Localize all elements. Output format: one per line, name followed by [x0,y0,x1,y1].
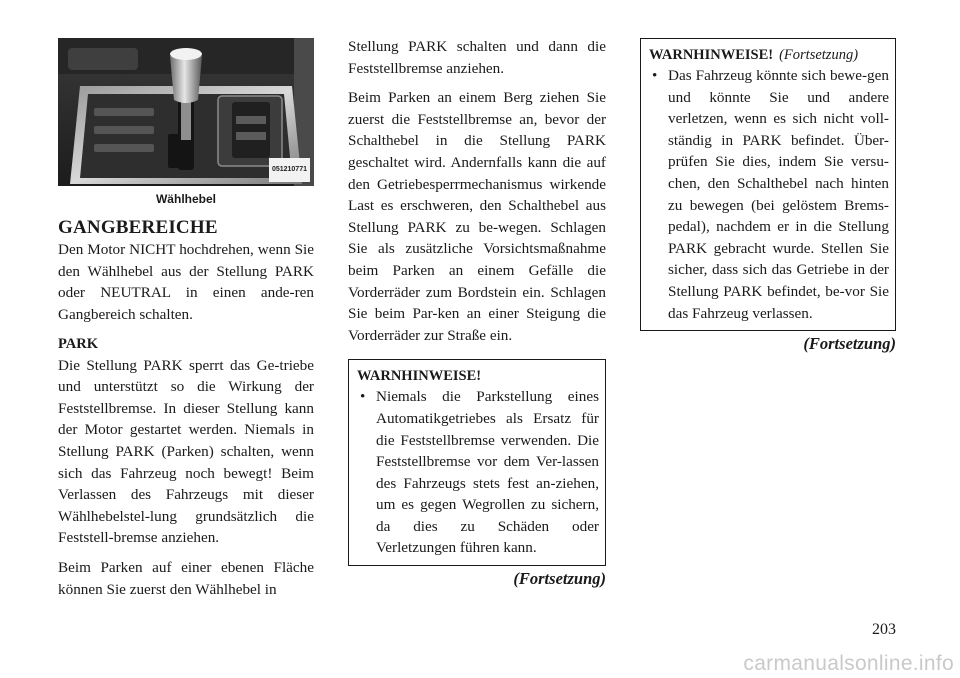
continued-label: (Fortsetzung) [513,569,606,589]
warning-title-continued [649,45,889,65]
bullet-icon: • [360,388,366,406]
warning-continued-label: (Fortsetzung) [779,47,859,63]
park-level-paragraph: Beim Parken auf einer ebenen Fläche können Sie zuerst den Wählhebel in [58,558,314,598]
park-paragraph: Die Stellung PARK sperrt das Ge-triebe und unterstützt so die Wirkung der Feststellbremse. In dieser Stellung kann der Motor gestartet werden. Niemals in Stellung PARK (Parken) schalten, wenn sich das Fahrzeug noch bewegt! Beim Verlassen des Fahrzeugs mit dieser Wählhebelstel-lung grundsätzlich die Feststell-bremse anziehen. [58,356,314,547]
warning-item-text: Niemals die Parkstellung eines Automatikgetriebes als Ersatz für die Feststellbremse verwenden. Die Feststellbremse vor dem Ver-lassen des Fahrzeugs stets fest an-ziehen, um es gegen Wegrollen zu sichern, da dies zu Schäden oder Verletzungen führen kann. [376,388,599,557]
warning-item [357,386,599,559]
column-left [58,38,314,608]
park-subheading: PARK [58,335,99,352]
warning-item-text: Das Fahrzeug könnte sich bewe-gen und könnte Sie und andere verletzen, wenn es sich nicht voll-ständig in PARK befindet. Über-prüfen Sie dies, indem Sie versu-chen, den Schalthebel nach hinten zu bewegen (bei gelöstem Brems-pedal), nachdem er in die Stellung PARK gebracht wurde. Stellen Sie sicher, dass sich das Getriebe in der Stellung PARK befindet, be-vor Sie das Fahrzeug verlassen. [668,67,889,322]
warning-box [348,359,606,566]
warning-box-continued [640,38,896,331]
column-right [640,38,896,355]
column-middle [348,36,606,590]
park-level-continuation: Stellung PARK schalten und dann die Feststellbremse anziehen. [348,38,606,77]
intro-paragraph: Den Motor NICHT hochdrehen, wenn Sie den Wählhebel aus der Stellung PARK oder NEUTRAL in einen ande-ren Gangbereich schalten. [58,241,314,323]
warning-item [649,65,889,324]
continued-label: (Fortsetzung) [803,334,896,354]
bullet-icon: • [652,67,658,84]
section-heading: GANGBEREICHE [58,216,218,238]
figure-code: 051210771 [269,158,310,182]
page-number: 203 [872,621,896,638]
watermark: carmanualsonline.info [743,652,954,675]
gear-selector-photo [58,38,314,186]
warning-title-text: WARNHINWEISE! [649,47,774,63]
warning-title: WARNHINWEISE! [357,368,482,385]
figure-caption: Wählhebel [155,192,216,206]
hill-parking-paragraph: Beim Parken an einem Berg ziehen Sie zuerst die Feststellbremse an, bevor der Schalthebel in die Stellung PARK geschaltet wird. Andernfalls kann die auf den Getriebesperrmechanismus wirkende Last es erschweren, den Schalthebel aus Stellung PARK zu be-wegen. Schlagen Sie als zusätzliche Vorsichtsmaßnahme beim Parken an einem Gefälle die Vorderräder zum Bordstein ein. Schlagen Sie beim Par-ken an einer Steigung die Vorderräder zur Straße ein. [348,89,606,344]
